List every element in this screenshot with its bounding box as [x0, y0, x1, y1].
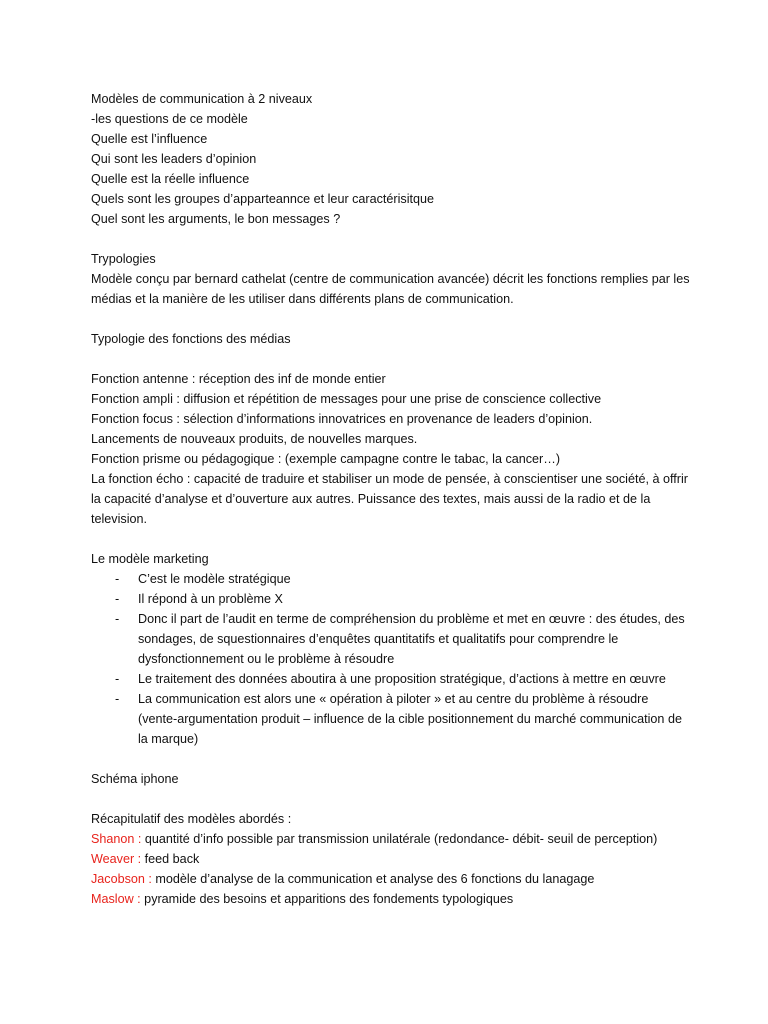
intro-line: Modèles de communication à 2 niveaux — [91, 92, 313, 106]
dash-bullet: - — [115, 672, 120, 686]
paragraph: Modèle conçu par bernard cathelat (centre de communication avancée) décrit les fonctions remplies par les médias et la manière de les utiliser dans différents plans de communication. — [91, 272, 690, 306]
section-heading: Le modèle marketing — [91, 552, 209, 566]
fonction-line: Fonction focus : sélection d’informations innovatrices en provenance de leaders d’opinion. — [91, 412, 593, 426]
recap-entry — [91, 869, 691, 889]
model-description: pyramide des besoins et apparitions des fondements typologiques — [140, 892, 514, 906]
recap-entry — [91, 889, 691, 909]
section-heading: Schéma iphone — [91, 772, 179, 786]
dash-bullet: - — [115, 592, 120, 606]
section-heading: Trypologies — [91, 252, 156, 266]
blank-line — [91, 349, 691, 369]
section-heading: Récapitulatif des modèles abordés : — [91, 812, 292, 826]
dash-bullet: - — [115, 572, 120, 586]
intro-section — [91, 89, 691, 229]
fonction-line: Lancements de nouveaux produits, de nouvelles marques. — [91, 432, 418, 446]
recap-entry — [91, 829, 691, 849]
model-name: Weaver : — [91, 852, 142, 866]
intro-line: Quelle est l’influence — [91, 132, 208, 146]
intro-line: Quel sont les arguments, le bon messages ? — [91, 212, 341, 226]
list-item-text: Donc il part de l’audit en terme de compréhension du problème et met en œuvre : des études, des sondages, de squestionnaires d’enquêtes quantitatifs et qualitatifs pour comprendre le dysfonctionnement ou le problème à résoudre — [138, 612, 685, 666]
marketing-section — [91, 549, 691, 749]
document-page — [91, 89, 691, 909]
model-name: Jacobson : — [91, 872, 152, 886]
list-item — [91, 609, 691, 669]
fonctions-section — [91, 329, 691, 529]
model-description: quantité d’info possible par transmission unilatérale (redondance- débit- seuil de perception) — [141, 832, 658, 846]
recap-section — [91, 809, 691, 909]
blank-line — [91, 229, 691, 249]
model-name: Shanon : — [91, 832, 142, 846]
blank-line — [91, 309, 691, 329]
intro-line: Quels sont les groupes d’apparteannce et leur caractérisitque — [91, 192, 435, 206]
list-item — [91, 589, 691, 609]
blank-line — [91, 789, 691, 809]
list-item-text: Le traitement des données aboutira à une proposition stratégique, d’actions à mettre en œuvre — [138, 672, 666, 686]
fonction-line: Fonction prisme ou pédagogique : (exemple campagne contre le tabac, la cancer…) — [91, 452, 561, 466]
fonction-line: Fonction ampli : diffusion et répétition de messages pour une prise de conscience collective — [91, 392, 602, 406]
list-item — [91, 669, 691, 689]
paragraph: La fonction écho : capacité de traduire et stabiliser un mode de pensée, à conscientiser une société, à offrir la capacité d’analyse et d’ouverture aux autres. Puissance des textes, mais aussi de la radio et de la television. — [91, 472, 688, 526]
blank-line — [91, 529, 691, 549]
model-description: modèle d’analyse de la communication et analyse des 6 fonctions du lanagage — [151, 872, 595, 886]
blank-line — [91, 749, 691, 769]
dash-bullet: - — [115, 692, 120, 706]
list-item-text: Il répond à un problème X — [138, 592, 283, 606]
model-description: feed back — [141, 852, 200, 866]
intro-line: Qui sont les leaders d’opinion — [91, 152, 257, 166]
dash-list — [91, 569, 691, 749]
list-item-text: C’est le modèle stratégique — [138, 572, 291, 586]
list-item — [91, 689, 691, 749]
section-heading: Typologie des fonctions des médias — [91, 332, 291, 346]
fonction-line: Fonction antenne : réception des inf de monde entier — [91, 372, 386, 386]
list-item-text: La communication est alors une « opération à piloter » et au centre du problème à résoudre (vente-argumentation produit – influence de la cible positionnement du marché communication de la marque) — [138, 692, 682, 746]
model-name: Maslow : — [91, 892, 141, 906]
list-item — [91, 569, 691, 589]
intro-line: -les questions de ce modèle — [91, 112, 248, 126]
intro-line: Quelle est la réelle influence — [91, 172, 250, 186]
typologies-section — [91, 249, 691, 309]
recap-entry — [91, 849, 691, 869]
dash-bullet: - — [115, 612, 120, 626]
